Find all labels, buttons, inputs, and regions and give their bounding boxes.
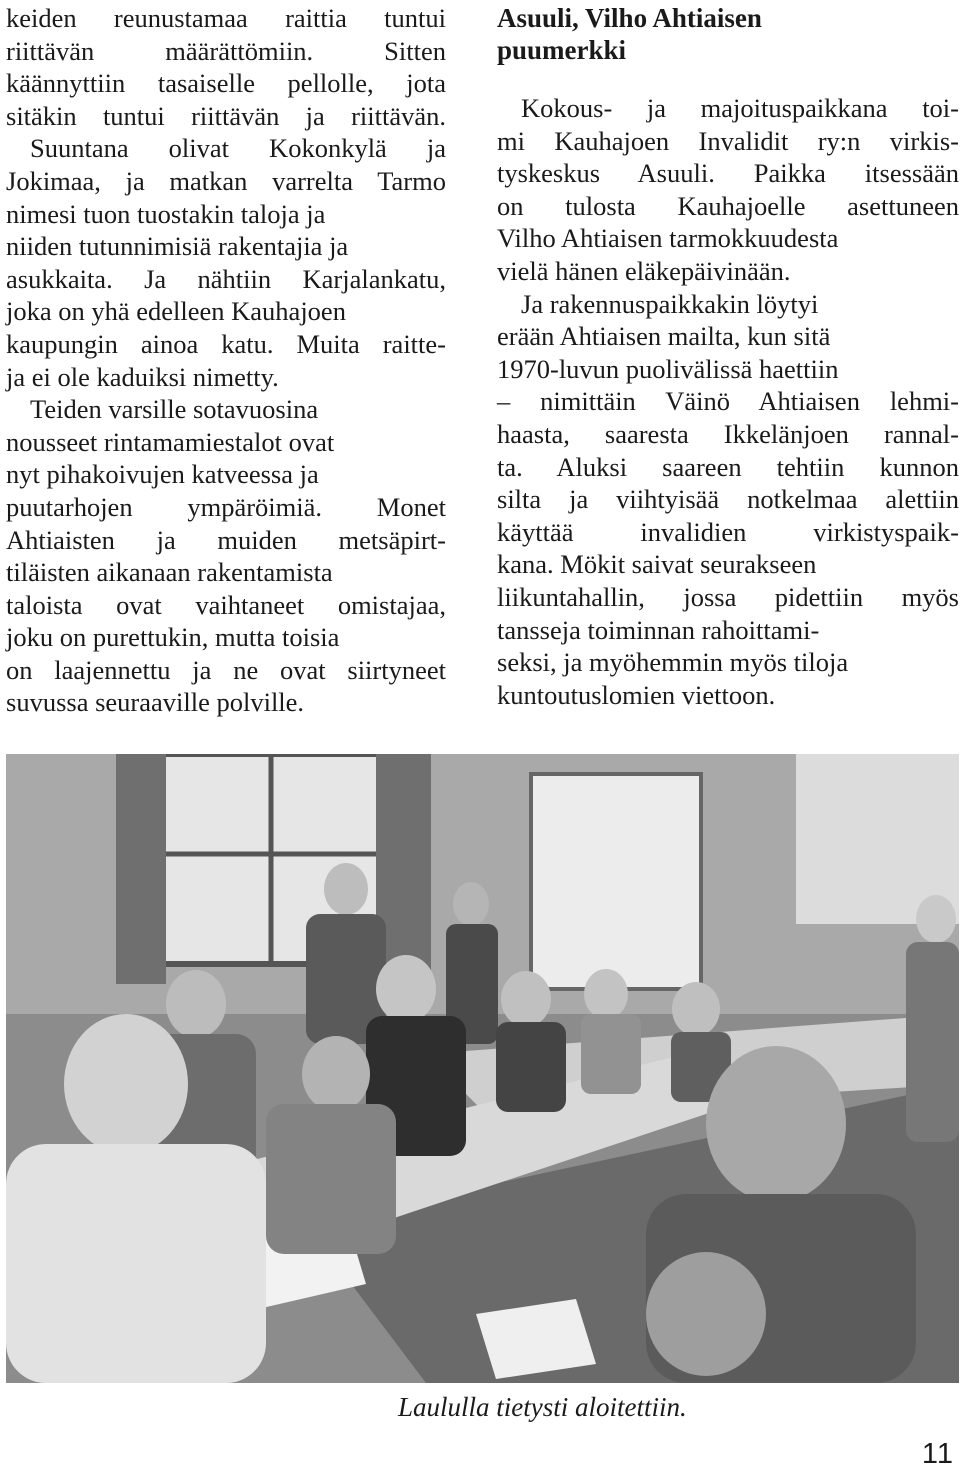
left-text-column [6, 2, 446, 719]
text-line: Vilho Ahtiaisen tarmokkuudesta [497, 223, 839, 254]
text-line: haasta, saaresta Ikkelänjoen rannal- [497, 418, 959, 449]
text-line: käyttää invalidien virkistyspaik- [497, 516, 959, 547]
photo-caption: Laululla tietysti aloitettiin. [398, 1392, 687, 1422]
text-line: Ja rakennuspaikkakin löytyi [521, 288, 819, 319]
heading-line: puumerkki [497, 35, 627, 65]
text-line: Kokous- ja majoituspaikkana toi- [521, 93, 959, 123]
text-line: taloista ovat vaihtaneet omistajaa, [6, 589, 446, 620]
text-line: on laajennettu ja ne ovat siirtyneet [6, 654, 446, 685]
meeting-photo-illustration [6, 754, 959, 1383]
text-line: – nimittäin Väinö Ahtiaisen lehmi- [497, 386, 959, 417]
text-line: ta. Aluksi saareen tehtiin kunnon [497, 451, 959, 482]
meeting-photo [6, 754, 959, 1383]
text-line: Ahtiaisten ja muiden metsäpirt- [6, 524, 446, 555]
text-line: riittävän määrättömiin. Sitten [6, 35, 446, 66]
text-line: kuntoutuslomien viettoon. [497, 679, 776, 710]
text-line: suvussa seuraaville polville. [6, 687, 305, 718]
heading-line: Asuuli, Vilho Ahtiaisen [497, 3, 762, 33]
text-line: erään Ahtiaisen mailta, kun sitä [497, 321, 831, 352]
text-line: Jokimaa, ja matkan varrelta Tarmo [6, 165, 446, 196]
text-line: käännyttiin tasaiselle pellolle, jota [6, 68, 446, 99]
text-line: silta ja viihtyisää notkelmaa alettiin [497, 484, 959, 515]
text-line: asukkaita. Ja nähtiin Karjalankatu, [6, 263, 446, 294]
text-line: nyt pihakoivujen katveessa ja [6, 459, 319, 490]
text-line: Teiden varsille sotavuosina [30, 394, 319, 425]
text-line: niiden tutunnimisiä rakentajia ja [6, 231, 349, 262]
text-line: joka on yhä edelleen Kauhajoen [6, 296, 346, 327]
text-line: liikuntahallin, jossa pidettiin myös [497, 581, 959, 612]
text-line: kana. Mökit saivat seurakseen [497, 549, 817, 580]
text-line: 1970-luvun puolivälissä haettiin [497, 353, 839, 384]
section-heading [497, 2, 959, 66]
text-line: kaupungin ainoa katu. Muita raitte- [6, 328, 446, 359]
text-line: sitäkin tuntui riittävän ja riittävän. [6, 100, 446, 131]
text-line: keiden reunustamaa raittia tuntui [6, 3, 446, 33]
spacer [497, 66, 959, 92]
text-line: seksi, ja myöhemmin myös tiloja [497, 647, 849, 678]
text-line: tiläisten aikanaan rakentamista [6, 557, 333, 588]
text-line: nousseet rintamamiestalot ovat [6, 426, 335, 457]
right-text-column [497, 2, 959, 711]
text-line: ja ei ole kaduiksi nimetty. [6, 361, 279, 392]
page-number: 11 [921, 1438, 954, 1470]
text-line: nimesi tuon tuostakin taloja ja [6, 198, 326, 229]
text-line: Suuntana olivat Kokonkylä ja [30, 133, 446, 164]
text-line: tyskeskus Asuuli. Paikka itsessään [497, 158, 959, 189]
text-line: tansseja toiminnan rahoittami- [497, 614, 820, 645]
text-line: joku on purettukin, mutta toisia [6, 622, 340, 653]
text-line: on tulosta Kauhajoelle asettuneen [497, 190, 959, 221]
text-line: puutarhojen ympäröimiä. Monet [6, 491, 446, 522]
text-line: vielä hänen eläkepäivinään. [497, 255, 791, 286]
text-line: mi Kauhajoen Invalidit ry:n virkis- [497, 125, 959, 156]
